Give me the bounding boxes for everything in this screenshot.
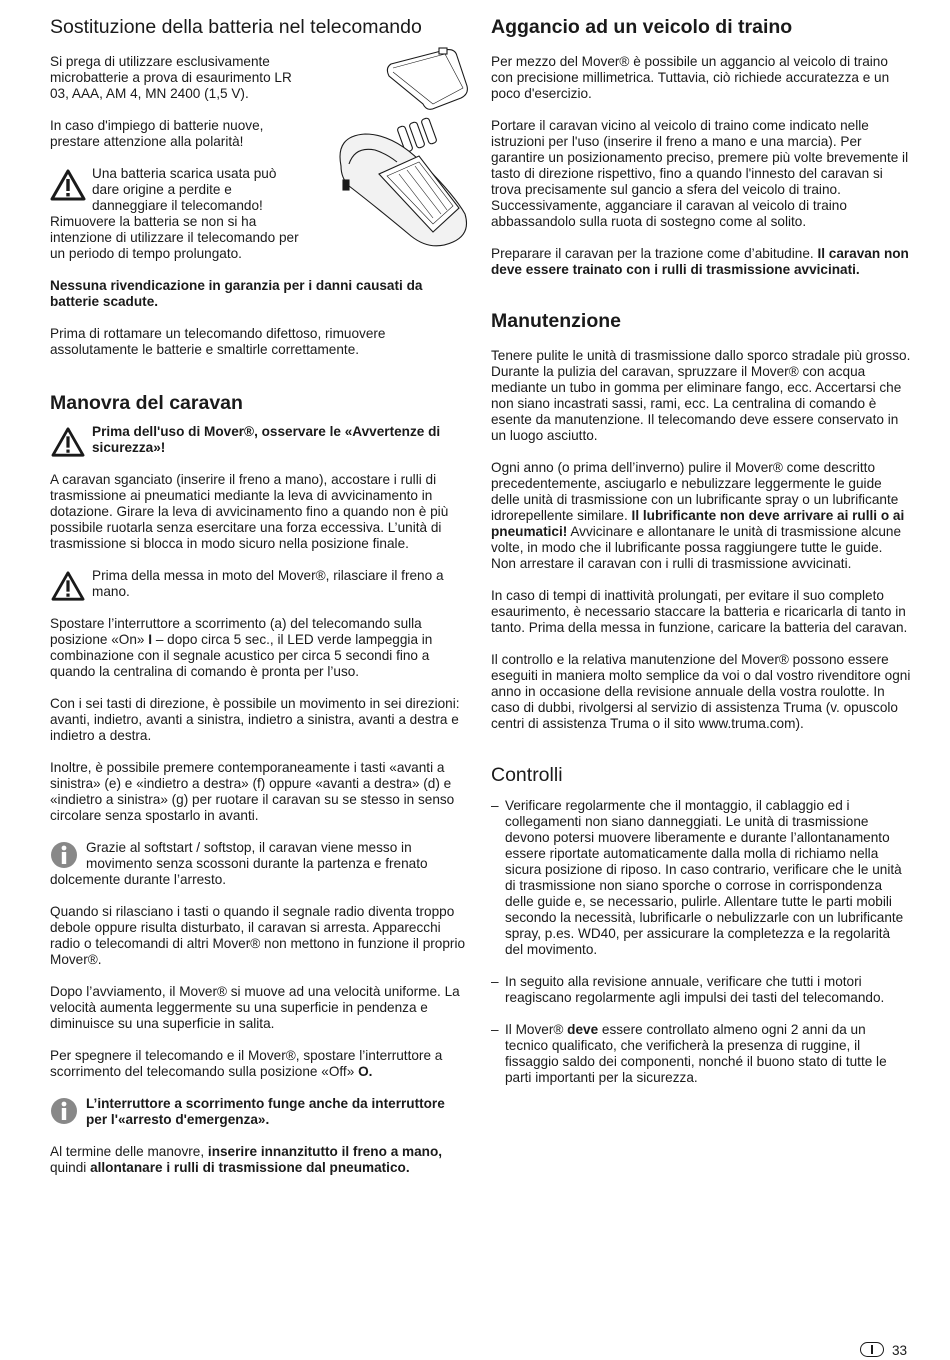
maneuver-final (50, 1144, 468, 1176)
info-icon (50, 1096, 78, 1126)
battery-warning-text: Una batteria scarica usata può dare origine a perdite e danneggiare il telecomando! Rimuovere la batteria se non si ha intenzione di utilizzare il telecomando per un periodo di tempo prolungato. (50, 166, 299, 261)
checks-3-c: essere controllato almeno ogni 2 anni da un tecnico qualificato, che verificherà la presenza di ruggine, il fissaggio saldo dei componenti, nonché il buono stato di tutte le parti importanti per la sicurezza. (505, 1022, 887, 1085)
battery-bold: Nessuna rivendicazione in garanzia per i danni causati da batterie scadute. (50, 278, 423, 309)
towing-p2: Portare il caravan vicino al veicolo di traino come indicato nelle istruzioni per l'uso (inserire il freno a mano e una marcia). Per garantire un posizionamento preciso, premere più volte brevemente il tasto di direzione rispettivo, fino a quando l'innesto del caravan si trova precisamente sul gancio a sfera del veicolo di traino. Successivamente, agganciare il caravan al veicolo di traino abbassandolo sulla ruota di sostegno come al solito. (491, 118, 909, 229)
maneuver-info-text: Grazie al softstart / softstop, il caravan viene messo in movimento senza scossoni durante la partenza e frenato dolcemente durante l’arresto. (50, 840, 428, 887)
final-b: inserire innanzitutto il freno a mano, (207, 1144, 443, 1159)
maneuver-p5: Quando si rilasciano i tasti o quando il segnale radio diventa troppo debole oppure risulta disturbato, il caravan si arresta. Apparecchi radio o telecomandi di altri Mover® non mettono in funzione il proprio Mover®. (50, 904, 466, 967)
maneuver-p4: Inoltre, è possibile premere contemporaneamente i tasti «avanti a sinistra» (e) e «indietro a destra» (f) oppure «avanti a destra» (d) e «indietro a sinistra» (g) per ruotare il caravan su se stesso in senso circolare senza spostarlo in avanti. (50, 760, 455, 823)
warning-icon (50, 168, 86, 202)
left-column (50, 14, 468, 1176)
final-a: Al termine delle manovre, (50, 1144, 205, 1159)
checks-3-b: deve (567, 1022, 599, 1037)
maneuver-warning-2 (50, 568, 468, 600)
maneuver-warning-text: Prima dell'uso di Mover®, osservare le «Avvertenze di sicurezza»! (92, 424, 441, 455)
maneuver-warning-2-text: Prima della messa in moto del Mover®, rilasciare il freno a mano. (92, 568, 444, 599)
info-icon (50, 840, 78, 870)
maneuver-p2-end: – dopo circa 5 sec., il LED verde lampeggia in combinazione con il segnale acustico per circa 5 secondi fino a quando la centralina di comando è pronta per l’uso. (50, 632, 433, 679)
maintenance-title: Manutenzione (491, 310, 621, 332)
maneuver-warning (50, 424, 468, 456)
towing-title: Aggancio ad un veicolo di traino (491, 16, 793, 38)
list-item: – In seguito alla revisione annuale, verificare che tutti i motori reagiscano regolarmente agli impulsi dei tasti del telecomando. (491, 974, 911, 1006)
maneuver-info-2 (50, 1096, 468, 1128)
battery-p3: Prima di rottamare un telecomando difettoso, rimuovere assolutamente le batterie e smaltirle correttamente. (50, 326, 386, 357)
final-d: allontanare i rulli di trasmissione dal pneumatico. (90, 1160, 410, 1175)
language-marker-icon (860, 1342, 884, 1357)
page-number-text: 33 (892, 1343, 908, 1358)
battery-title: Sostituzione della batteria nel telecomando (50, 16, 422, 38)
warning-icon (50, 426, 86, 458)
towing-p3-a: Preparare il caravan per la trazione come d’abitudine. (491, 246, 814, 261)
maneuver-p2 (50, 616, 468, 680)
maneuver-p7-text: Per spegnere il telecomando e il Mover®, spostare l’interruttore a scorrimento del telecomando sulla posizione «Off» (50, 1048, 443, 1079)
maneuver-p6: Dopo l’avviamento, il Mover® si muove ad una velocità uniforme. La velocità aumenta leggermente su una superficie in pendenza e diminuisce su una superficie in salita. (50, 984, 460, 1031)
maneuver-info-2-text: L’interruttore a scorrimento funge anche da interruttore per l'«arresto d'emergenza». (86, 1096, 445, 1127)
battery-p1: Si prega di utilizzare esclusivamente microbatterie a prova di esaurimento LR 03, AAA, AM 4, MN 2400 (1,5 V). (50, 54, 292, 101)
maneuver-title: Manovra del caravan (50, 392, 243, 414)
maint-p2-a: Ogni anno (o prima dell’inverno) pulire il Mover® come descritto precedentemente, asciugarlo e nebulizzare leggermente le guide delle unità di trasmissione con un lubrificante spray o un lubrificante idrorepellente similare. (491, 460, 899, 523)
maneuver-p3: Con i sei tasti di direzione, è possibile un movimento in sei direzioni: avanti, indietro, avanti a sinistra, indietro a sinistra, avanti a destra e indietro a destra. (50, 696, 460, 743)
checks-list (491, 798, 911, 1086)
maneuver-p1: A caravan sganciato (inserire il freno a mano), accostare i rulli di trasmissione ai pneumatici mediante la leva di avvicinamento in dotazione. Girare la leva di avvicinamento fino a quando non è più possibile ruotarla senza esercitare una forza eccessiva. L’unità di trasmissione si blocca in modo sicuro nella posizione finale. (50, 472, 449, 551)
warning-icon (50, 570, 86, 602)
off-symbol: O. (358, 1064, 373, 1079)
towing-p1: Per mezzo del Mover® è possibile un aggancio al veicolo di traino con precisione millimetrica. Tuttavia, ciò richiede accuratezza e un poco d'esercizio. (491, 54, 890, 101)
page-number (860, 1342, 907, 1359)
towing-p3 (491, 246, 911, 278)
list-item: – Verificare regolarmente che il montaggio, il cablaggio ed i collegamenti non siano danneggiati. Le unità di trasmissione devono potersi muovere liberamente e durante l’allontanamento essere riportate automaticamente dalla molla di richiamo nella sicura posizione di riposo. In caso contrario, verificare che le unità di trasmissione non siano sporche o corrose in corrispondenza delle guide e, se necessario, pulirle. Allentare tutte le parti mobili secondo la necessità, lubrificarle o nebulizzarle con un lubrificante spray, p.es. WD40, per assicurare la completezza e la regolarità del movimento. (491, 798, 911, 958)
checks-title: Controlli (491, 764, 563, 786)
towing-p3-b: Il caravan non deve essere trainato con i rulli di trasmissione avvicinati. (491, 246, 909, 277)
on-symbol: I (148, 632, 153, 647)
list-item (491, 1022, 911, 1086)
battery-p2: In caso d'impiego di batterie nuove, prestare attenzione alla polarità! (50, 118, 264, 149)
maneuver-info (50, 840, 468, 888)
maint-p2 (491, 460, 911, 572)
maint-p2-b: Il lubrificante non deve arrivare ai rulli o ai pneumatici! (491, 508, 905, 539)
right-column (491, 14, 911, 1102)
maneuver-p2-start: Spostare l’interruttore a scorrimento (a) del telecomando sulla posizione «On» (50, 616, 422, 647)
maint-p3: In caso di tempi di inattività prolungati, per evitare il suo completo esaurimento, è necessario staccare la batteria e ricaricarla di tanto in tanto. Prima della messa in funzione, caricare la batteria del caravan. (491, 588, 908, 635)
maneuver-p7 (50, 1048, 468, 1080)
checks-3-a: Il Mover® (505, 1022, 564, 1037)
final-c: quindi (50, 1160, 87, 1175)
maint-p4: Il controllo e la relativa manutenzione del Mover® possono essere eseguiti in maniera molto semplice da voi o dal vostro rivenditore ogni anno in occasione della revisione annuale della vostra roulotte. In caso di dubbi, rivolgersi al servizio di assistenza Truma (v. opuscolo centri di assistenza Truma o il sito www.truma.com). (491, 652, 911, 731)
battery-warning (50, 166, 300, 262)
maint-p2-c: Avvicinare e allontanare le unità di trasmissione alcune volte, in modo che il lubrificante possa raggiungere tutte le guide. Non arrestare il caravan con i rulli di trasmissione avvicinati. (491, 524, 902, 571)
maint-p1: Tenere pulite le unità di trasmissione dallo sporco stradale più grosso. Durante la pulizia del caravan, spruzzare il Mover® con acqua mediante un tubo in gomma per eliminare fango, ecc. Accertarsi che non siano incastrati sassi, rami, ecc. La centralina di comando è esente da manutenzione. Il telecomando deve essere conservato in un luogo asciutto. (491, 348, 911, 443)
